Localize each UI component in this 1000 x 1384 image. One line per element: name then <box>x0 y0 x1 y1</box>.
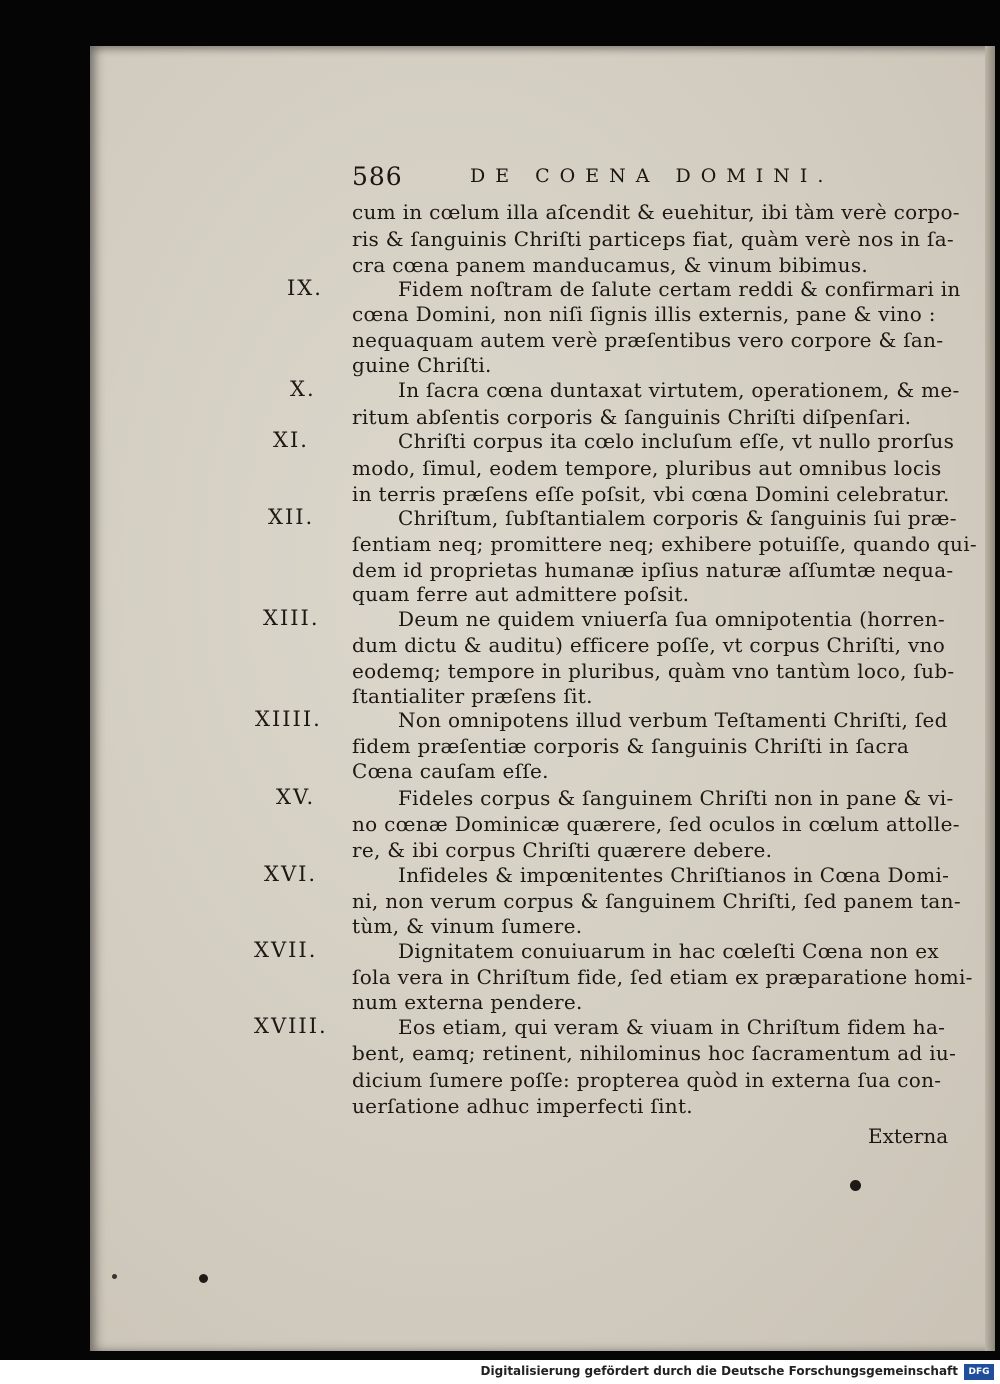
text-line: guine Chriſti. <box>352 353 492 377</box>
dfg-logo: DFG <box>964 1364 994 1380</box>
text-line: Cœna cauſam eſſe. <box>352 759 549 783</box>
article-number: X. <box>290 377 316 401</box>
text-line: ſola vera in Chriſtum fide, ſed etiam ex præparatione homi- <box>352 965 973 989</box>
ink-spot <box>199 1274 208 1283</box>
text-line: nequaquam autem verè præſentibus vero corpore & ſan- <box>352 328 944 352</box>
text-line: cra cœna panem manducamus, & vinum bibimus. <box>352 253 869 277</box>
text-line: bent, eamq; retinent, nihilominus hoc ſacramentum ad iu- <box>352 1041 957 1065</box>
text-line: ſtantialiter præſens ſit. <box>352 684 593 708</box>
text-line: Chriſti corpus ita cœlo incluſum eſſe, vt nullo prorſus <box>398 429 955 453</box>
article-number: XI. <box>273 428 309 452</box>
article-number: XIIII. <box>255 707 322 731</box>
page-number: 586 <box>352 162 403 191</box>
text-line: In ſacra cœna duntaxat virtutem, operationem, & me- <box>398 378 960 402</box>
text-line: dem id proprietas humanæ ipſius naturæ aſſumtæ nequa- <box>352 558 954 582</box>
text-line: dicium ſumere poſſe: propterea quòd in externa ſua con- <box>352 1068 942 1092</box>
text-line: in terris præſens eſſe poſsit, vbi cœna Domini celebratur. <box>352 482 950 506</box>
text-line: tùm, & vinum ſumere. <box>352 914 583 938</box>
text-line: Dignitatem conuiuarum in hac cœleſti Cœna non ex <box>398 939 939 963</box>
footer-bar <box>0 1360 1000 1384</box>
text-line: cœna Domini, non niſi ſignis illis externis, pane & vino : <box>352 302 936 326</box>
text-line: Fidem noſtram de ſalute certam reddi & confirmari in <box>398 277 961 301</box>
text-line: eodemq; tempore in pluribus, quàm vno tantùm loco, ſub- <box>352 659 955 683</box>
text-line: no cœnæ Dominicæ quærere, ſed oculos in cœlum attolle- <box>352 812 960 836</box>
text-line: Non omnipotens illud verbum Teſtamenti Chriſti, ſed <box>398 708 948 732</box>
article-number: XVII. <box>254 938 318 962</box>
catchword: Externa <box>868 1124 949 1148</box>
text-line: Fideles corpus & ſanguinem Chriſti non in pane & vi- <box>398 786 954 810</box>
text-line: quam ferre aut admittere poſsit. <box>352 582 690 606</box>
article-number: XV. <box>276 785 316 809</box>
running-title: DE COENA DOMINI. <box>470 165 834 187</box>
text-line: re, & ibi corpus Chriſti quærere debere. <box>352 838 773 862</box>
text-line: modo, ſimul, eodem tempore, pluribus aut omnibus locis <box>352 456 942 480</box>
article-number: XII. <box>268 505 315 529</box>
running-head <box>352 162 872 194</box>
text-line: uerſatione adhuc imperfecti ſint. <box>352 1094 693 1118</box>
ink-spot <box>850 1180 861 1191</box>
article-number: XVIII. <box>254 1014 328 1038</box>
text-line: Deum ne quidem vniuerſa ſua omnipotentia (horren- <box>398 607 945 631</box>
text-line: Chriſtum, ſubſtantialem corporis & ſanguinis ſui præ- <box>398 506 957 530</box>
text-line: dum dictu & auditu) efficere poſſe, vt corpus Chriſti, vno <box>352 633 946 657</box>
article-number: XVI. <box>264 862 318 886</box>
text-line: fidem præſentiæ corporis & ſanguinis Chriſti in ſacra <box>352 734 910 758</box>
text-line: ni, non verum corpus & ſanguinem Chriſti, ſed panem tan- <box>352 889 961 913</box>
text-line: ſentiam neq; promittere neq; exhibere potuiſſe, quando qui- <box>352 532 977 556</box>
funding-notice: Digitalisierung gefördert durch die Deutsche Forschungsgemeinschaft <box>480 1364 958 1378</box>
text-line: num externa pendere. <box>352 990 583 1014</box>
text-line: Infideles & impœnitentes Chriſtianos in Cœna Domi- <box>398 863 950 887</box>
article-number: IX. <box>287 276 323 300</box>
ink-spot <box>112 1274 117 1279</box>
page-edge <box>985 46 995 1351</box>
text-line: ris & ſanguinis Chriſti particeps fiat, quàm verè nos in ſa- <box>352 227 954 251</box>
article-number: XIII. <box>263 606 320 630</box>
text-line: Eos etiam, qui veram & viuam in Chriſtum fidem ha- <box>398 1015 946 1039</box>
text-line: ritum abſentis corporis & ſanguinis Chriſti diſpenſari. <box>352 405 912 429</box>
text-line: cum in cœlum illa aſcendit & euehitur, ibi tàm verè corpo- <box>352 200 960 224</box>
